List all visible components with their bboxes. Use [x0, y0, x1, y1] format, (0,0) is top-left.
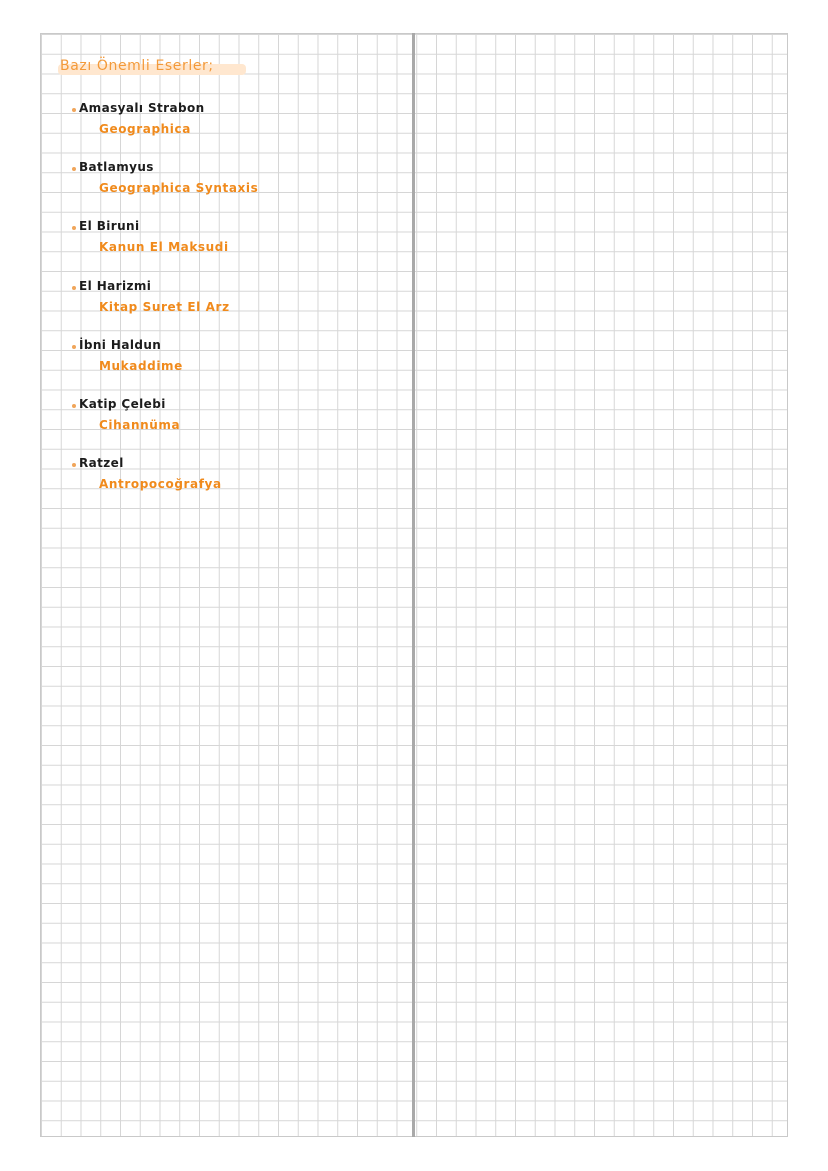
work-title: Kanun El Maksudi	[99, 240, 229, 254]
work-title: Geographica	[99, 122, 191, 136]
bullet-icon	[72, 167, 76, 171]
bullet-icon	[72, 226, 76, 230]
bullet-icon	[72, 108, 76, 112]
scholar-name: El Harizmi	[79, 279, 152, 293]
scholar-name: El Biruni	[79, 219, 140, 233]
work-title: Geographica Syntaxis	[99, 181, 259, 195]
bullet-icon	[72, 345, 76, 349]
work-title: Kitap Suret El Arz	[99, 300, 230, 314]
scholar-name: Batlamyus	[79, 160, 154, 174]
work-title: Antropocoğrafya	[99, 477, 222, 491]
bullet-icon	[72, 404, 76, 408]
scholar-name: Ratzel	[79, 456, 124, 470]
bullet-icon	[72, 286, 76, 290]
page-center-divider	[412, 33, 415, 1137]
scholar-name: İbni Haldun	[79, 338, 162, 352]
page-title: Bazı Önemli Eserler;	[60, 58, 214, 74]
work-title: Cihannüma	[99, 418, 181, 432]
heading-block	[60, 58, 214, 80]
work-title: Mukaddime	[99, 359, 183, 373]
bullet-icon	[72, 463, 76, 467]
scholar-name: Amasyalı Strabon	[79, 101, 205, 115]
scholar-name: Katip Çelebi	[79, 397, 166, 411]
